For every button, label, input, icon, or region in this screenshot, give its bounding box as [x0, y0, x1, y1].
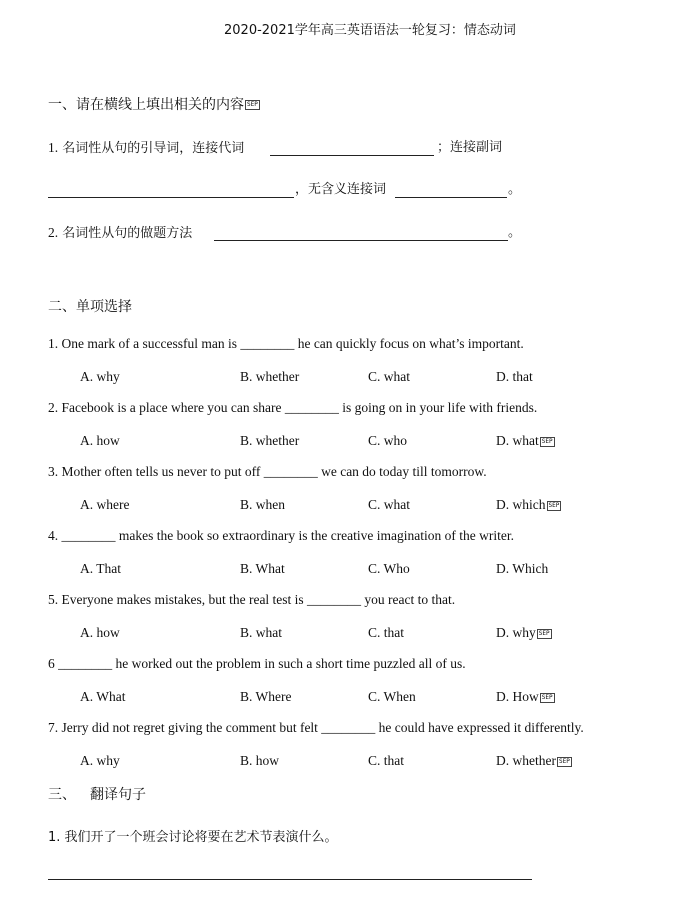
question-text: 名词性从句的做题方法	[62, 226, 193, 241]
question-text-adverb: ；连接副词	[437, 140, 503, 155]
period-mark: 。	[508, 225, 522, 240]
option-label: C. that	[368, 625, 404, 640]
question-number: 2.	[48, 225, 59, 240]
answer-option[interactable]	[368, 753, 404, 769]
question-stem: 1. One mark of a successful man is ________ he can quickly focus on what’s important.	[48, 336, 524, 351]
page-title: 2020-2021学年高三英语语法一轮复习：情态动词	[224, 23, 516, 38]
section-heading-multiple-choice: 二、单项选择	[48, 299, 132, 315]
blank-pronoun[interactable]	[270, 155, 434, 156]
option-label: A. That	[80, 561, 121, 576]
option-label: C. what	[368, 497, 410, 512]
blank-method[interactable]	[214, 240, 508, 241]
option-label: C. who	[368, 433, 408, 448]
answer-option[interactable]	[80, 561, 121, 577]
answer-option[interactable]	[496, 689, 555, 705]
answer-option[interactable]	[368, 369, 410, 385]
option-label: A. how	[80, 625, 120, 640]
translation-question-1: 1. 我们开了一个班会讨论将要在艺术节表演什么。	[48, 830, 338, 845]
option-label: A. What	[80, 689, 126, 704]
answer-option[interactable]	[496, 753, 572, 769]
option-label: D. why	[496, 625, 536, 640]
answer-option[interactable]	[80, 689, 126, 705]
section-heading-text: 翻译句子	[90, 787, 146, 803]
question-stem: 2. Facebook is a place where you can share ________ is going on in your life with friends.	[48, 400, 538, 415]
answer-option[interactable]	[368, 433, 407, 449]
answer-option[interactable]	[240, 625, 282, 641]
sep-glyph: SEP	[247, 101, 258, 108]
option-label: B. What	[240, 561, 285, 576]
option-label: D. what	[496, 433, 539, 448]
question-text: 名词性从句的引导词，连接代词	[62, 141, 245, 156]
answer-option[interactable]	[368, 561, 410, 577]
answer-option[interactable]	[240, 561, 285, 577]
option-label: C. When	[368, 689, 416, 704]
answer-option[interactable]	[80, 369, 120, 385]
option-label: A. why	[80, 753, 120, 768]
section-heading-translation	[48, 788, 146, 802]
option-label: D. that	[496, 369, 533, 384]
section-heading-fill-in	[48, 98, 260, 112]
answer-option[interactable]	[496, 433, 555, 449]
answer-option[interactable]	[240, 433, 299, 449]
option-label: D. Which	[496, 561, 549, 576]
answer-option[interactable]	[80, 753, 120, 769]
translation-answer-line[interactable]	[48, 879, 532, 880]
option-label: C. that	[368, 753, 404, 768]
option-label: D. whether	[496, 753, 556, 768]
option-label: B. Where	[240, 689, 292, 704]
option-label: B. whether	[240, 433, 300, 448]
option-label: A. where	[80, 497, 130, 512]
blank-adverb[interactable]	[48, 197, 294, 198]
period-mark: 。	[508, 182, 522, 197]
sep-glyph: SEP	[538, 629, 550, 637]
option-label: D. which	[496, 497, 546, 512]
fill-question-1	[48, 141, 244, 155]
question-stem: 3. Mother often tells us never to put off ________ we can do today till tomorrow.	[48, 464, 487, 479]
question-text-meaningless-connector: ，无含义连接词	[295, 182, 387, 197]
option-label: C. Who	[368, 561, 410, 576]
option-label: C. what	[368, 369, 410, 384]
section-number: 三、	[48, 787, 76, 803]
answer-option[interactable]	[80, 497, 129, 513]
answer-option[interactable]	[80, 625, 120, 641]
answer-option[interactable]	[240, 753, 279, 769]
question-stem: 6 ________ he worked out the problem in such a short time puzzled all of us.	[48, 656, 466, 671]
question-number: 1.	[48, 140, 59, 155]
answer-option[interactable]	[368, 689, 416, 705]
sep-glyph: SEP	[548, 501, 560, 509]
answer-option[interactable]	[368, 497, 410, 513]
option-label: B. when	[240, 497, 285, 512]
answer-option[interactable]	[80, 433, 120, 449]
fill-question-2	[48, 226, 192, 240]
question-stem: 5. Everyone makes mistakes, but the real test is ________ you react to that.	[48, 592, 456, 607]
answer-option[interactable]	[496, 497, 561, 513]
answer-option[interactable]	[496, 561, 548, 577]
answer-option[interactable]	[496, 625, 552, 641]
sep-glyph: SEP	[558, 757, 570, 765]
blank-meaningless-connector[interactable]	[395, 197, 507, 198]
answer-option[interactable]	[240, 497, 285, 513]
option-label: D. How	[496, 689, 539, 704]
answer-option[interactable]	[240, 369, 299, 385]
question-stem: 7. Jerry did not regret giving the comment but felt ________ he could have expressed it differently.	[48, 720, 584, 735]
answer-option[interactable]	[368, 625, 404, 641]
sep-glyph: SEP	[541, 437, 553, 445]
option-label: A. why	[80, 369, 120, 384]
option-label: A. how	[80, 433, 120, 448]
option-label: B. whether	[240, 369, 300, 384]
question-stem: 4. ________ makes the book so extraordinary is the creative imagination of the writer.	[48, 528, 515, 543]
section-heading-text: 一、请在横线上填出相关的内容	[48, 97, 244, 113]
answer-option[interactable]	[496, 369, 533, 385]
option-label: B. how	[240, 753, 280, 768]
option-label: B. what	[240, 625, 282, 640]
sep-glyph: SEP	[541, 693, 553, 701]
answer-option[interactable]	[240, 689, 291, 705]
